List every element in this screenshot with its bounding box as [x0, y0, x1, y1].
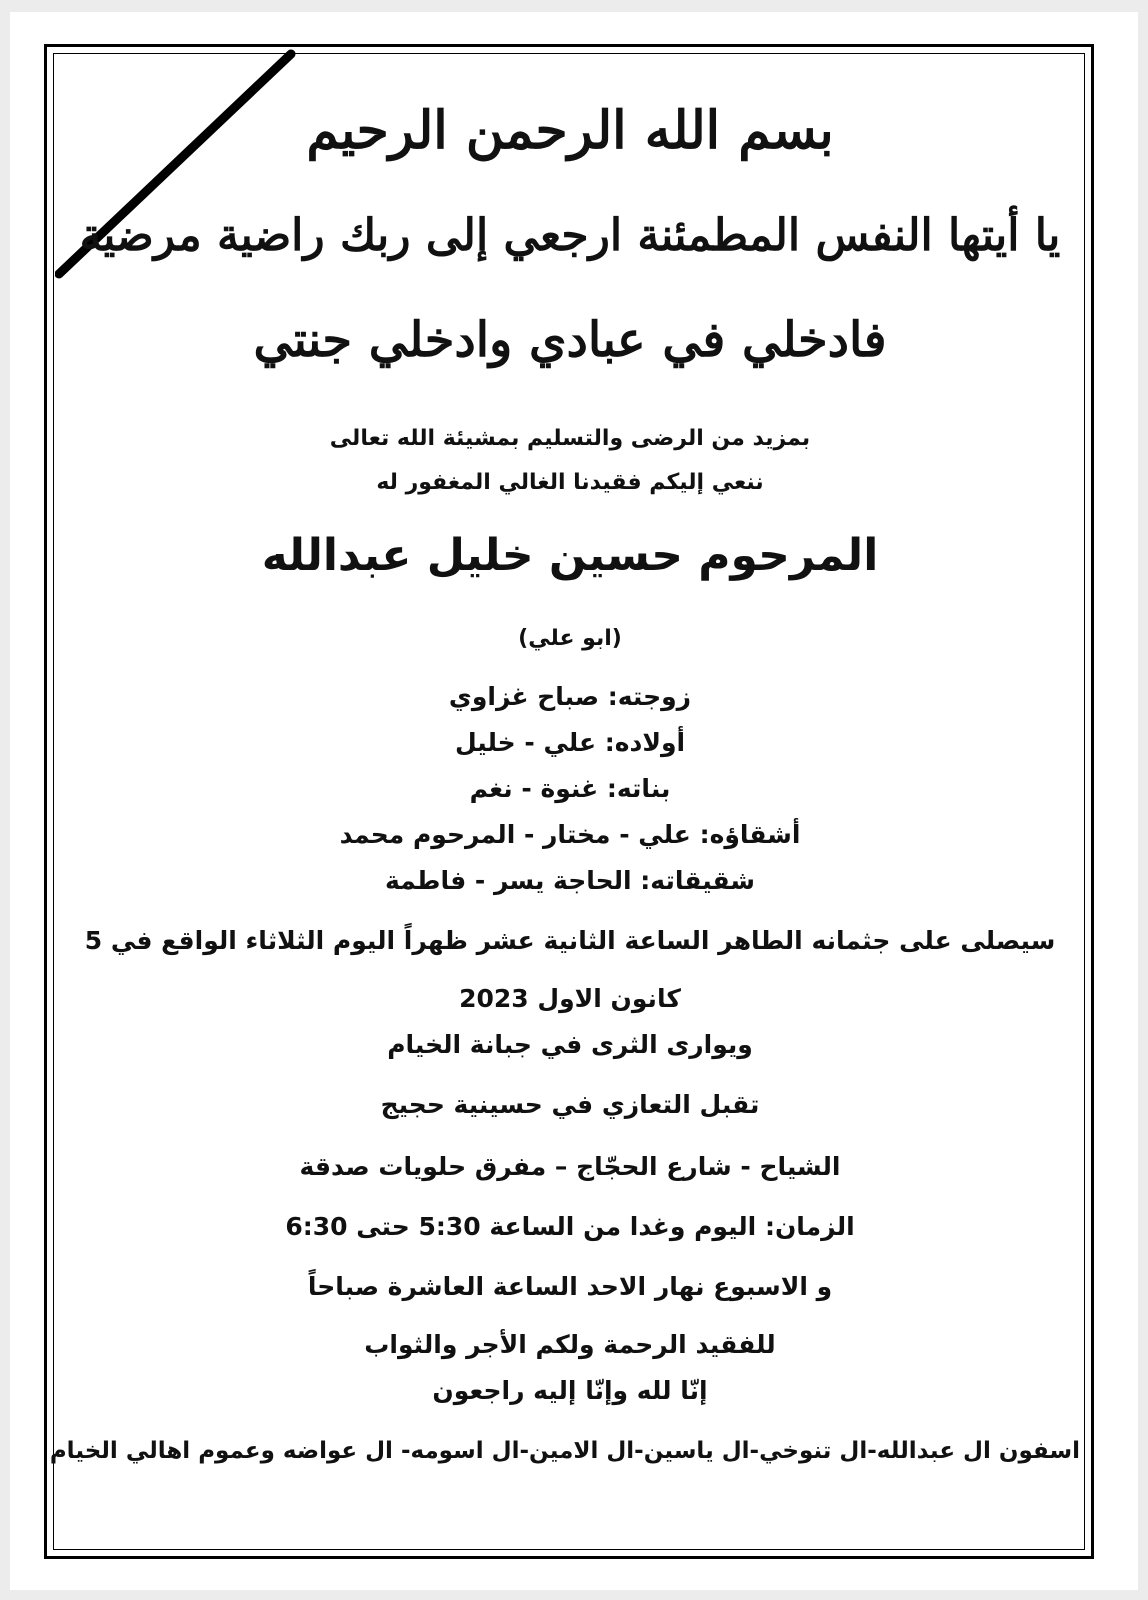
obituary-content — [49, 60, 1080, 1540]
family-brothers: أشقاؤه: علي - مختار - المرحوم محمد — [339, 820, 801, 849]
condolence-time: الزمان: اليوم وغدا من الساعة 5:30 حتى 6:30 — [285, 1212, 855, 1241]
funeral-prayer-time: سيصلى على جثمانه الطاهر الساعة الثانية عشر ظهراً اليوم الثلاثاء الواقع في 5 — [84, 926, 1056, 955]
family-daughters: بناته: غنوة - نغم — [469, 774, 671, 803]
closing-verse: إنّا لله وإنّا إليه راجعون — [432, 1376, 708, 1405]
funeral-date: كانون الاول 2023 — [459, 984, 681, 1013]
intro-line-1: بمزيد من الرضى والتسليم بمشيئة الله تعالى — [329, 426, 811, 451]
condolence-place: تقبل التعازي في حسينية حجيج — [380, 1090, 760, 1119]
intro-line-2: ننعي إليكم فقيدنا الغالي المغفور له — [376, 470, 764, 495]
burial-location: ويوارى الثرى في جبانة الخيام — [387, 1030, 753, 1059]
condolence-address: الشياح - شارع الحجّاج – مفرق حلويات صدقة — [299, 1152, 841, 1181]
deceased-nickname: (ابو علي) — [518, 626, 622, 651]
family-sons: أولاده: علي - خليل — [454, 728, 686, 757]
verse-calligraphy-line-1: يا أيتها النفس المطمئنة ارجعي إلى ربك راضية مرضية — [79, 210, 1061, 261]
basmala-calligraphy: بسم الله الرحمن الرحيم — [306, 100, 834, 161]
family-sisters: شقيقاته: الحاجة يسر - فاطمة — [384, 866, 756, 895]
mourning-families: اسفون ال عبدالله-ال تنوخي-ال ياسين-ال الامين-ال اسومه- ال عواضه وعموم اهالي الخيام — [49, 1438, 1080, 1464]
deceased-name: المرحوم حسين خليل عبدالله — [261, 530, 879, 581]
verse-calligraphy-line-2: فادخلي في عبادي وادخلي جنتي — [253, 312, 887, 368]
closing-prayer: للفقيد الرحمة ولكم الأجر والثواب — [364, 1330, 776, 1359]
condolence-week: و الاسبوع نهار الاحد الساعة العاشرة صباحاً — [307, 1272, 833, 1301]
family-wife: زوجته: صباح غزاوي — [448, 682, 692, 711]
